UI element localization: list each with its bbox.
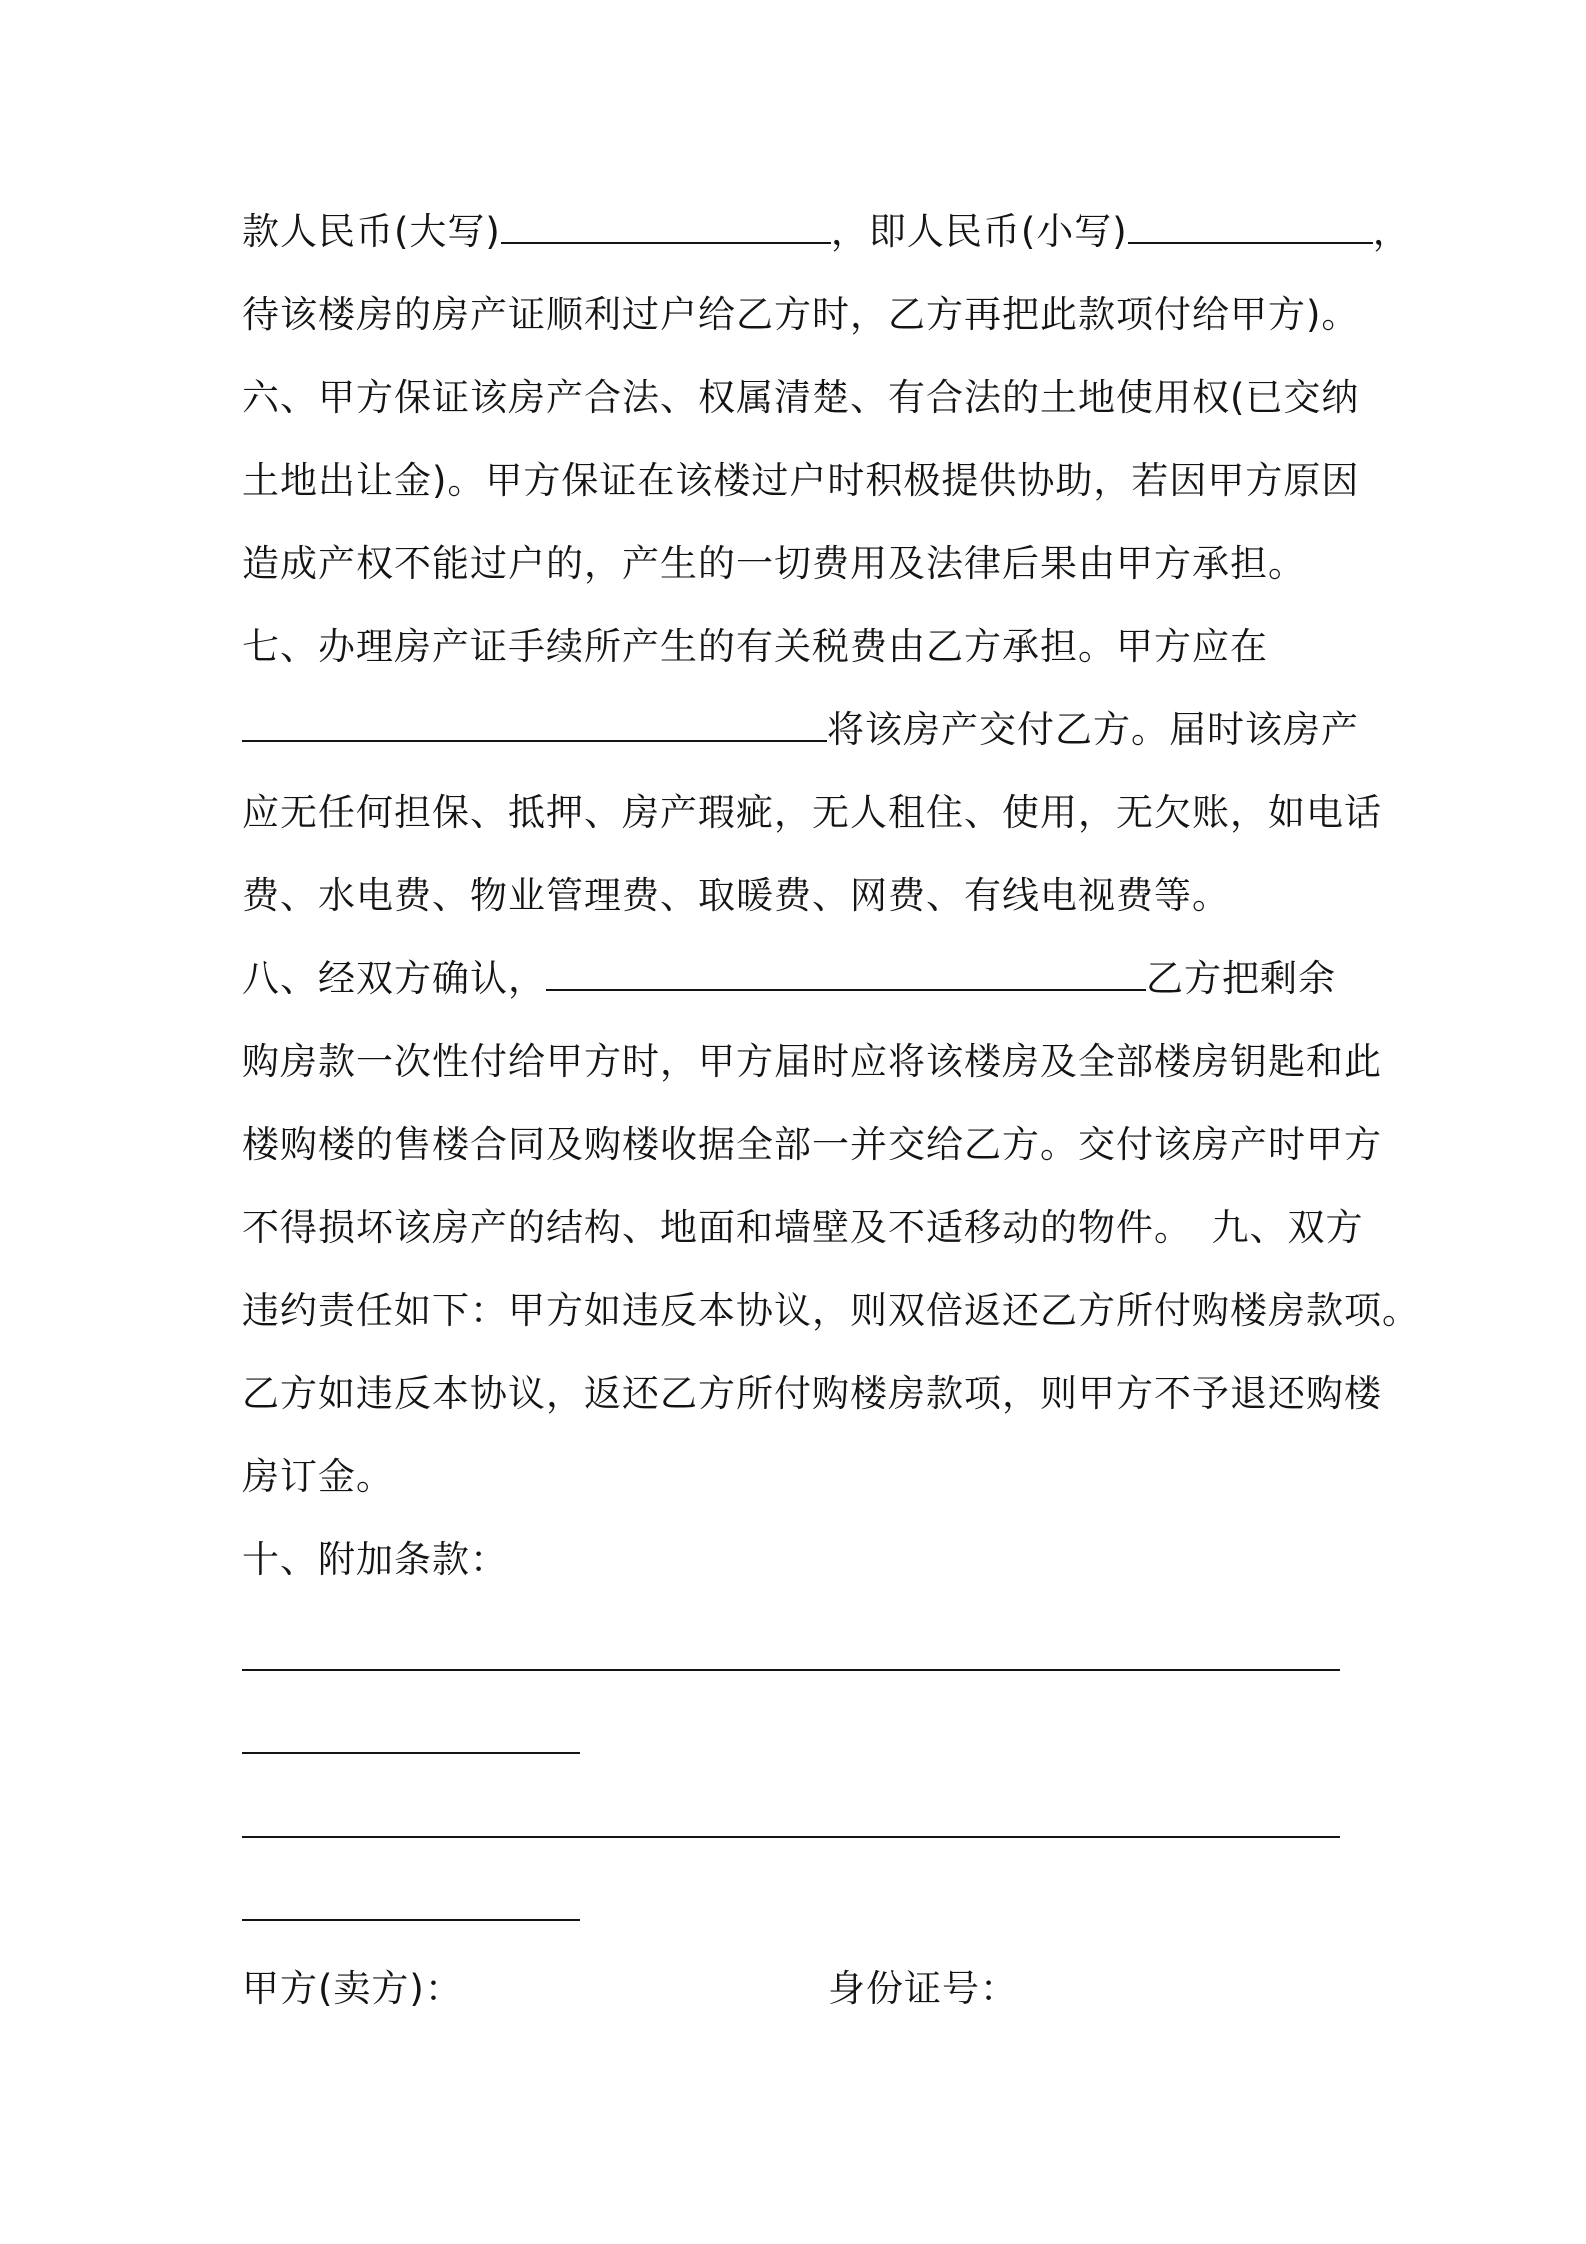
clause-7-text-line-1: 七、办理房产证手续所产生的有关税费由乙方承担。甲方应在 <box>242 625 1268 668</box>
clause-8-confirm-line <box>242 954 1336 1004</box>
amount-lowercase-blank[interactable] <box>1128 212 1373 244</box>
clause-6-text-line-3: 造成产权不能过户的，产生的一切费用及法律后果由甲方承担。 <box>242 542 1306 585</box>
clause-9-text-line-3: 房订金。 <box>242 1455 394 1498</box>
delivery-date-blank[interactable] <box>242 710 827 742</box>
remaining-payment-text: 乙方把剩余 <box>1146 957 1336 1000</box>
clause-7-delivery-line <box>242 705 1359 755</box>
clause-8-text-line-3: 楼购楼的售楼合同及购楼收据全部一并交给乙方。交付该房产时甲方 <box>242 1123 1382 1166</box>
clause-9-text-line-1: 违约责任如下：甲方如违反本协议，则双倍返还乙方所付购楼房款项。 <box>242 1289 1420 1332</box>
confirm-blank[interactable] <box>546 959 1146 991</box>
clause-6-text-line-1: 六、甲方保证该房产合法、权属清楚、有合法的土地使用权(已交纳 <box>242 376 1360 419</box>
clause-7-text-line-3: 应无任何担保、抵押、房产瑕疵，无人租住、使用，无欠账，如电话 <box>242 791 1382 834</box>
additional-terms-blank-4[interactable] <box>242 1919 580 1921</box>
additional-terms-blank-2[interactable] <box>242 1752 580 1754</box>
clause-7-text-line-4: 费、水电费、物业管理费、取暖费、网费、有线电视费等。 <box>242 874 1230 917</box>
clause-8-text-line-2: 购房款一次性付给甲方时，甲方届时应将该楼房及全部楼房钥匙和此 <box>242 1040 1382 1083</box>
clause-10-heading: 十、附加条款： <box>242 1538 508 1581</box>
amount-uppercase-label: 款人民币(大写) <box>242 210 501 253</box>
clause-5-text-line: 待该楼房的房产证顺利过户给乙方时，乙方再把此款项付给甲方)。 <box>242 293 1360 336</box>
comma-text: ， <box>1372 210 1411 253</box>
delivery-text: 将该房产交付乙方。届时该房产 <box>827 708 1359 751</box>
party-a-seller-label: 甲方(卖方)： <box>242 1967 463 2010</box>
id-number-label: 身份证号： <box>828 1967 1018 2010</box>
clause-6-text-line-2: 土地出让金)。甲方保证在该楼过户时积极提供协助，若因甲方原因 <box>242 459 1360 502</box>
clause-9-text-line-2: 乙方如违反本协议，返还乙方所付购楼房款项，则甲方不予退还购楼 <box>242 1372 1382 1415</box>
additional-terms-blank-3[interactable] <box>242 1836 1340 1838</box>
additional-terms-blank-1[interactable] <box>242 1669 1340 1671</box>
amount-lowercase-label: ，即人民币(小写) <box>830 210 1128 253</box>
amount-uppercase-blank[interactable] <box>501 212 831 244</box>
clause-5-payment-line <box>242 207 1411 257</box>
clause-8-text-line-4: 不得损坏该房产的结构、地面和墙壁及不适移动的物件。 九、双方 <box>242 1206 1364 1249</box>
confirm-label: 八、经双方确认， <box>242 957 546 1000</box>
